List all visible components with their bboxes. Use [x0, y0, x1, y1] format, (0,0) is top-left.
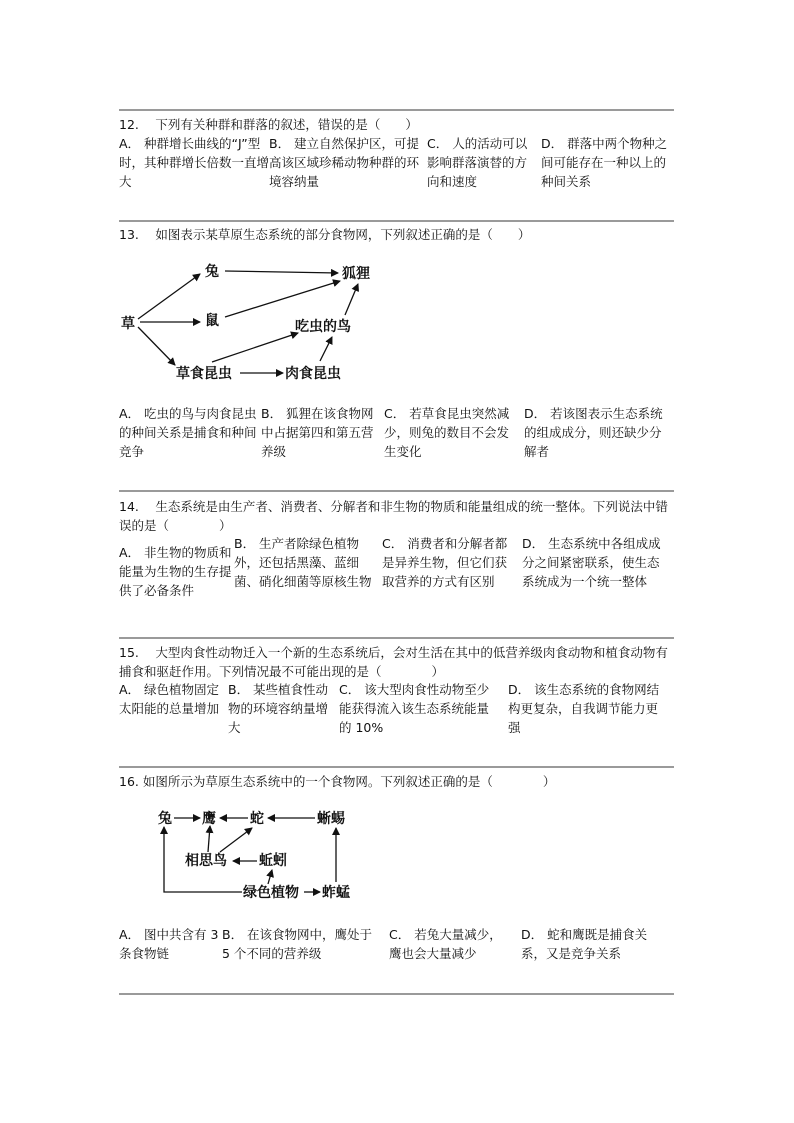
node-acacia-bird: 相思鸟 [185, 853, 227, 869]
question-13-option-b: B． 狐狸在该食物网中占据第四和第五营养级 [261, 406, 374, 459]
arrow-grass-rabbit [138, 274, 200, 319]
node-herb-insect: 草食昆虫 [176, 366, 232, 382]
divider [119, 490, 674, 492]
question-16-option-a: A． 图中共含有 3 条食物链 [119, 927, 219, 961]
question-12-option-d: D． 群落中两个物种之间可能存在一种以上的种间关系 [541, 136, 668, 189]
arrow-mouse-fox [225, 281, 340, 317]
question-12-option-b: B． 建立自然保护区，可提高该区域珍稀动物种群的环境容纳量 [269, 136, 420, 189]
node-carn-insect: 肉食昆虫 [285, 366, 341, 382]
question-13-option-c: C． 若草食昆虫突然减少，则兔的数目不会发生变化 [384, 406, 510, 459]
question-12-stem: 12. 下列有关种群和群落的叙述，错误的是（ ） [119, 117, 418, 132]
arrow-plants-earthworm [268, 870, 272, 884]
question-16-option-b: B． 在该食物网中，鹰处于 5 个不同的营养级 [222, 927, 373, 961]
divider [119, 637, 674, 639]
node-rabbit: 兔 [205, 264, 219, 280]
node-lizard: 蜥蜴 [317, 811, 345, 827]
food-web-diagram-13 [110, 255, 410, 385]
question-15-option-c: C． 该大型肉食性动物至少能获得流入该生态系统能量的 10% [339, 682, 490, 735]
arrow-bird-fox [345, 284, 358, 315]
divider [119, 109, 674, 111]
arrow-grass-herb-insect [138, 327, 175, 365]
divider [119, 993, 674, 995]
node-snake: 蛇 [250, 811, 264, 827]
arrow-herb-insect-bird [212, 333, 298, 362]
question-15-option-a: A． 绿色植物固定太阳能的总量增加 [119, 682, 220, 716]
arrow-acacia-bird-snake [220, 828, 252, 852]
question-14-option-c: C． 消费者和分解者都是异养生物，但它们获取营养的方式有区别 [382, 536, 508, 589]
question-16-stem: 16. 如图所示为草原生态系统中的一个食物网。下列叙述正确的是（ ） [119, 774, 556, 789]
arrow-carn-insect-bird [320, 337, 332, 361]
question-15-stem: 15. 大型肉食性动物迁入一个新的生态系统后，会对生活在其中的低营养级肉食动物和植食动物有捕食和驱赶作用。下列情况最不可能出现的是（ ） [119, 645, 668, 679]
arrow-rabbit-fox [225, 271, 338, 273]
question-15-option-d: D． 该生态系统的食物网结构更复杂，自我调节能力更强 [508, 682, 660, 735]
question-16-option-c: C． 若兔大量减少，鹰也会大量减少 [389, 927, 502, 961]
question-14-stem: 14. 生态系统是由生产者、消费者、分解者和非生物的物质和能量组成的统一整体。下列说法中错误的是（ ） [119, 499, 668, 533]
question-13-option-d: D． 若该图表示生态系统的组成成分，则还缺少分解者 [524, 406, 663, 459]
node-earthworm: 蚯蚓 [259, 853, 287, 869]
arrow-acacia-bird-eagle [208, 826, 210, 852]
question-14-option-d: D． 生态系统中各组成成分之间紧密联系，使生态系统成为一个统一整体 [522, 536, 661, 589]
food-web-diagram-16 [150, 800, 380, 910]
question-13-stem: 13. 如图表示某草原生态系统的部分食物网，下列叙述正确的是（ ） [119, 227, 531, 242]
question-16-option-d: D． 蛇和鹰既是捕食关系，又是竞争关系 [521, 927, 648, 961]
node-rabbit: 兔 [158, 811, 172, 827]
question-13-option-a: A． 吃虫的鸟与肉食昆虫的种间关系是捕食和种间竞争 [119, 406, 257, 459]
node-bird: 吃虫的鸟 [295, 319, 351, 335]
question-14-option-b: B． 生产者除绿色植物外，还包括黑藻、蓝细菌、硝化细菌等原核生物 [234, 536, 372, 589]
node-fox: 狐狸 [342, 266, 370, 282]
node-plants: 绿色植物 [243, 885, 299, 901]
question-12-option-c: C． 人的活动可以影响群落演替的方向和速度 [427, 136, 528, 189]
question-12-option-a: A． 种群增长曲线的“J”型时，其种群增长倍数一直增大 [119, 136, 270, 189]
question-15-option-b: B． 某些植食性动物的环境容纳量增大 [228, 682, 329, 735]
divider [119, 766, 674, 768]
divider [119, 220, 674, 222]
node-eagle: 鹰 [202, 811, 216, 827]
node-grass: 草 [121, 316, 135, 332]
question-14-option-a: A． 非生物的物质和能量为生物的生存提供了必备条件 [119, 545, 232, 598]
node-grasshopper: 蚱蜢 [322, 885, 350, 901]
node-mouse: 鼠 [205, 313, 219, 329]
